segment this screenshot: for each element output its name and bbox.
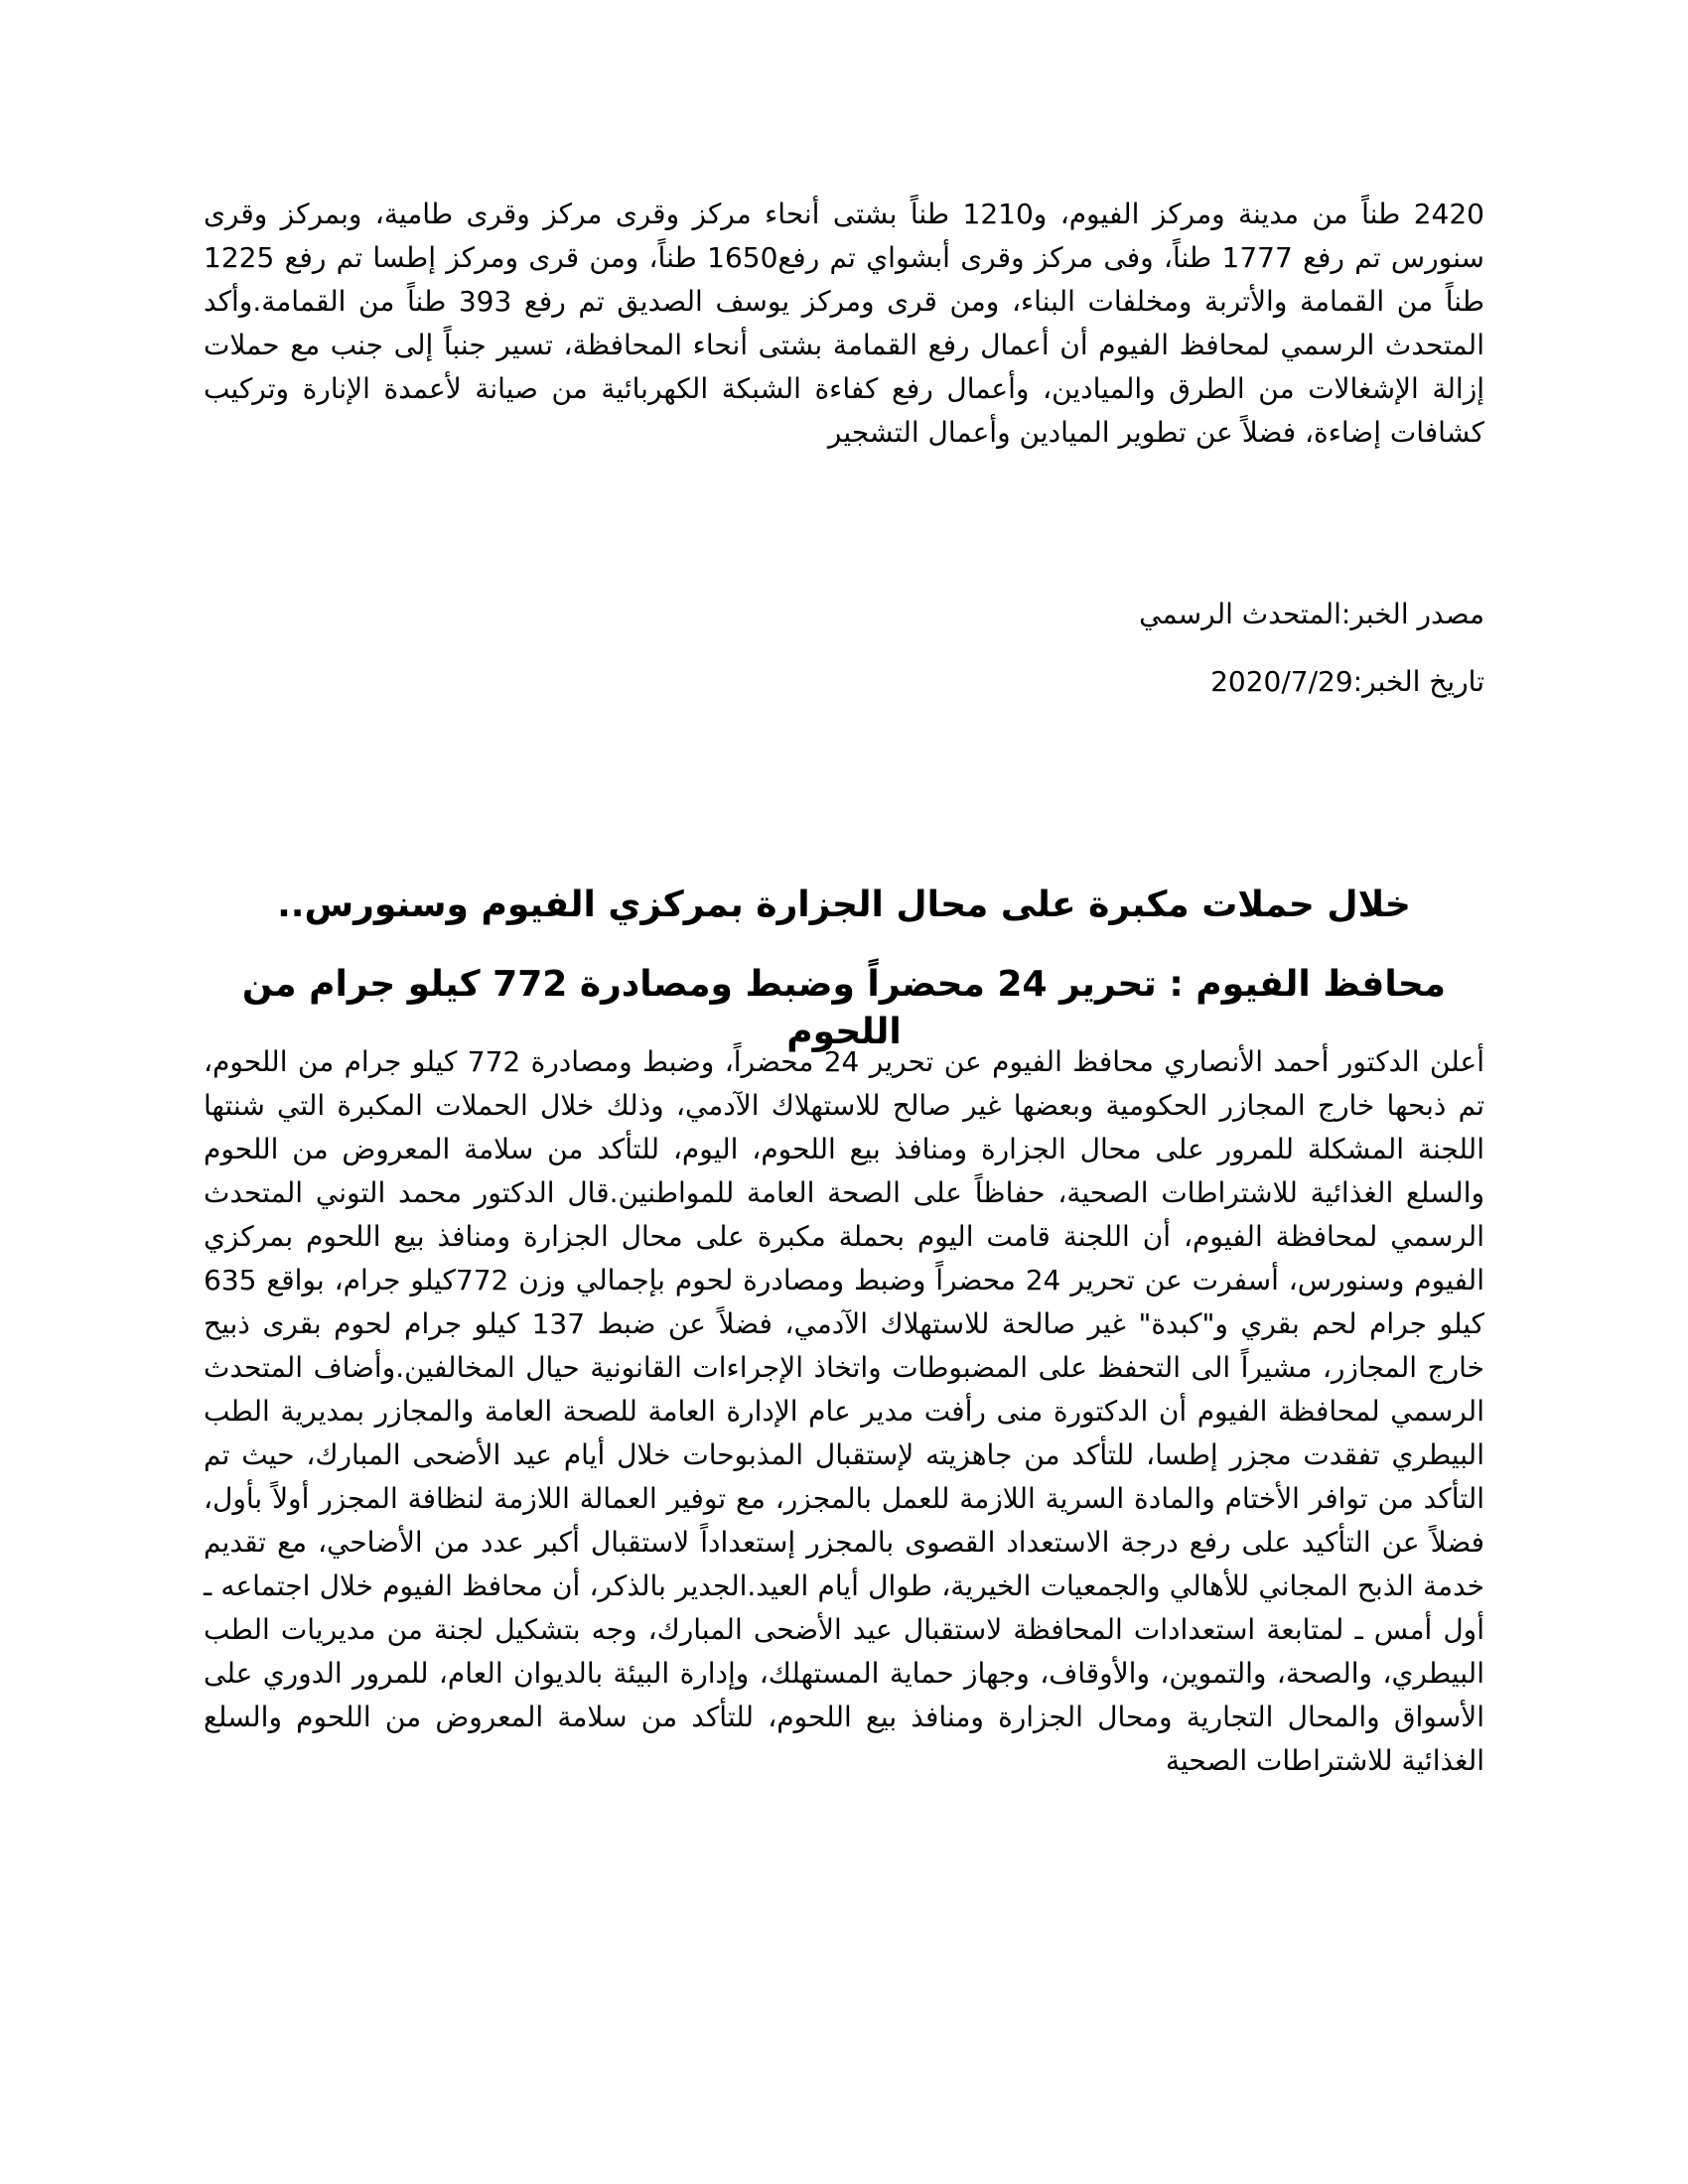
news-source-line: مصدر الخبر:المتحدث الرسمي [1139,598,1484,630]
body-paragraph: أعلن الدكتور أحمد الأنصاري محافظ الفيوم عن تحرير 24 محضراً، وضبط ومصادرة 772 كيلو جرام من اللحوم، تم ذبحها خارج المجازر الحكومية وبعضها غير صالح للاستهلاك الآدمي، وذلك خلال الحملات المكبرة التي شنتها اللجنة المشكلة للمرور على محال الجزارة ومنافذ بيع اللحوم، اليوم، للتأكد من سلامة المعروض من اللحوم والسلع الغذائية للاشتراطات الصحية، حفاظاً على الصحة العامة للمواطنين.قال الدكتور محمد التوني المتحدث الرسمي لمحافظة الفيوم، أن اللجنة قامت اليوم بحملة مكبرة على محال الجزارة ومنافذ بيع اللحوم بمركزي الفيوم وسنورس، أسفرت عن تحرير 24 محضراً وضبط ومصادرة لحوم بإجمالي وزن 772كيلو جرام، بواقع 635 كيلو جرام لحم بقري و"كبدة" غير صالحة للاستهلاك الآدمي، فضلاً عن ضبط 137 كيلو جرام لحوم بقرى ذبيح خارج المجازر، مشيراً الى التحفظ على المضبوطات واتخاذ الإجراءات القانونية حيال المخالفين.وأضاف المتحدث الرسمي لمحافظة الفيوم أن الدكتورة منى رأفت مدير عام الإدارة العامة للصحة العامة والمجازر بمديرية الطب البيطري تفقدت مجزر إطسا، للتأكد من جاهزيته لإستقبال المذبوحات خلال أيام عيد الأضحى المبارك، حيث تم التأكد من توافر الأختام والمادة السرية اللازمة للعمل بالمجزر، مع توفير العمالة اللازمة لنظافة المجزر أولاً بأول، فضلاً عن التأكيد على رفع درجة الاستعداد القصوى بالمجزر إستعداداً لاستقبال أكبر عدد من الأضاحي، مع تقديم خدمة الذبح المجاني للأهالي والجمعيات الخيرية، طوال أيام العيد.الجدير بالذكر، أن محافظ الفيوم خلال اجتماعه ـ أول أمس ـ لمتابعة استعدادات المحافظة لاستقبال عيد الأضحى المبارك، وجه بتشكيل لجنة من مديريات الطب البيطري، والصحة، والتموين، والأوقاف، وجهاز حماية المستهلك، وإدارة البيئة بالديوان العام، للمرور الدوري على الأسواق والمحال التجارية ومحال الجزارة ومنافذ بيع اللحوم، للتأكد من سلامة المعروض من اللحوم والسلع الغذائية للاشتراطات الصحية [204,1045,1484,1777]
headline-secondary: محافظ الفيوم : تحرير 24 محضراً وضبط ومصادرة 772 كيلو جرام من اللحوم [241,964,1447,1052]
headline-primary: خلال حملات مكبرة على محال الجزارة بمركزي الفيوم وسنورس.. [277,885,1411,925]
top-paragraph: 2420 طناً من مدينة ومركز الفيوم، و1210 طناً بشتى أنحاء مركز وقرى مركز وقرى طامية، وبمركز وقرى سنورس تم رفع 1777 طناً، وفى مركز وقرى أبشواي تم رفع1650 طناً، ومن قرى ومركز إطسا تم رفع 1225 طناً من القمامة والأتربة ومخلفات البناء، ومن قرى ومركز يوسف الصديق تم رفع 393 طناً من القمامة.وأكد المتحدث الرسمي لمحافظ الفيوم أن أعمال رفع القمامة بشتى أنحاء المحافظة، تسير جنباً إلى جنب مع حملات إزالة الإشغالات من الطرق والميادين، وأعمال رفع كفاءة الشبكة الكهربائية من صيانة لأعمدة الإنارة وتركيب كشافات إضاءة، فضلاً عن تطوير الميادين وأعمال التشجير [204,198,1485,449]
news-date-line: تاريخ الخبر:2020/7/29 [1210,665,1484,698]
